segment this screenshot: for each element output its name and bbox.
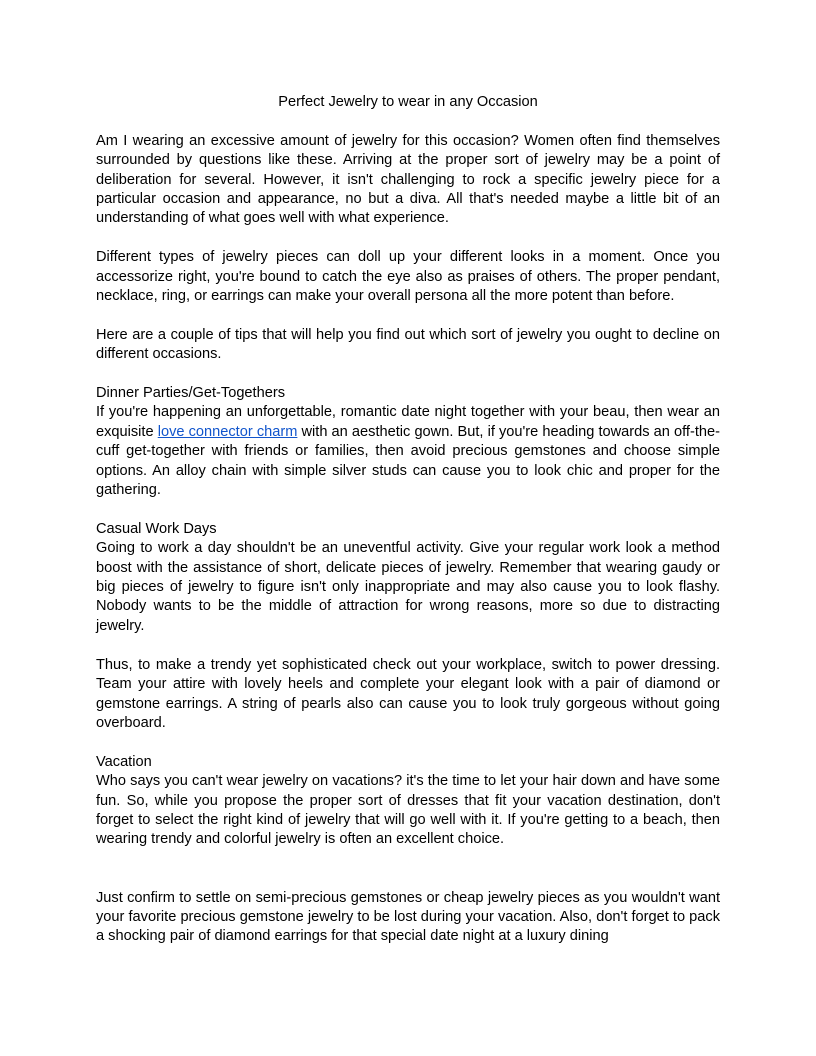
love-connector-charm-link[interactable]: love connector charm <box>157 423 298 440</box>
vacation-heading: Vacation <box>96 753 152 770</box>
work-section <box>96 520 720 636</box>
vacation-section <box>96 753 720 850</box>
dinner-text-before-link: If you're happening an unforgettable, romantic date night together with your beau, then wear an exquisite <box>96 404 720 440</box>
work-heading: Casual Work Days <box>96 520 217 537</box>
document-page <box>96 93 720 947</box>
document-title: Perfect Jewelry to wear in any Occasion <box>278 94 538 110</box>
intro-paragraph-2: Different types of jewelry pieces can doll up your different looks in a moment. Once you accessorize right, you're bound to catch the eye also as praises of others. The proper pendant, necklace, ring, or earrings can make your overall persona all the more potent than before. <box>96 249 720 305</box>
intro-paragraph-1: Am I wearing an excessive amount of jewelry for this occasion? Women often find themselves surrounded by questions like these. Arriving at the proper sort of jewelry may be a point of deliberation for several. However, it isn't challenging to rock a specific jewelry piece for a particular occasion and appearance, no but a diva. All that's needed maybe a little bit of an understanding of what goes well with what experience. <box>96 132 720 227</box>
dinner-text-after-link: with an aesthetic gown. But, if you're heading towards an off-the-cuff get-together with friends or families, then avoid precious gemstones and choose simple options. An alloy chain with simple silver studs can cause you to look chic and proper for the gathering. <box>96 423 720 499</box>
blank-line <box>96 869 720 888</box>
intro-paragraph-3: Here are a couple of tips that will help you find out which sort of jewelry you ought to decline on different occasions. <box>96 326 720 363</box>
work-paragraph-1: Going to work a day shouldn't be an uneventful activity. Give your regular work look a method boost with the assistance of short, delicate pieces of jewelry. Remember that wearing gaudy or big pieces of jewelry to figure isn't only inappropriate and may also cause you to look flashy. Nobody wants to be the middle of attraction for wrong reasons, more so due to distracting jewelry. <box>96 540 720 634</box>
vacation-paragraph-1: Who says you can't wear jewelry on vacations? it's the time to let your hair down and have some fun. So, while you propose the proper sort of dresses that fit your vacation destination, don't forget to select the right kind of jewelry that will go well with it. If you're getting to a beach, then wearing trendy and colorful jewelry is often an excellent choice. <box>96 773 720 848</box>
vacation-paragraph-2: Just confirm to settle on semi-precious gemstones or cheap jewelry pieces as you wouldn't want your favorite precious gemstone jewelry to be lost during your vacation. Also, don't forget to pack a shocking pair of diamond earrings for that special date night at a luxury dining <box>96 889 720 945</box>
dinner-section <box>96 384 720 500</box>
dinner-heading: Dinner Parties/Get-Togethers <box>96 385 285 402</box>
work-paragraph-2: Thus, to make a trendy yet sophisticated check out your workplace, switch to power dressing. Team your attire with lovely heels and complete your elegant look with a pair of diamond or gemstone earrings. A string of pearls also can cause you to look truly gorgeous without going overboard. <box>96 656 720 731</box>
